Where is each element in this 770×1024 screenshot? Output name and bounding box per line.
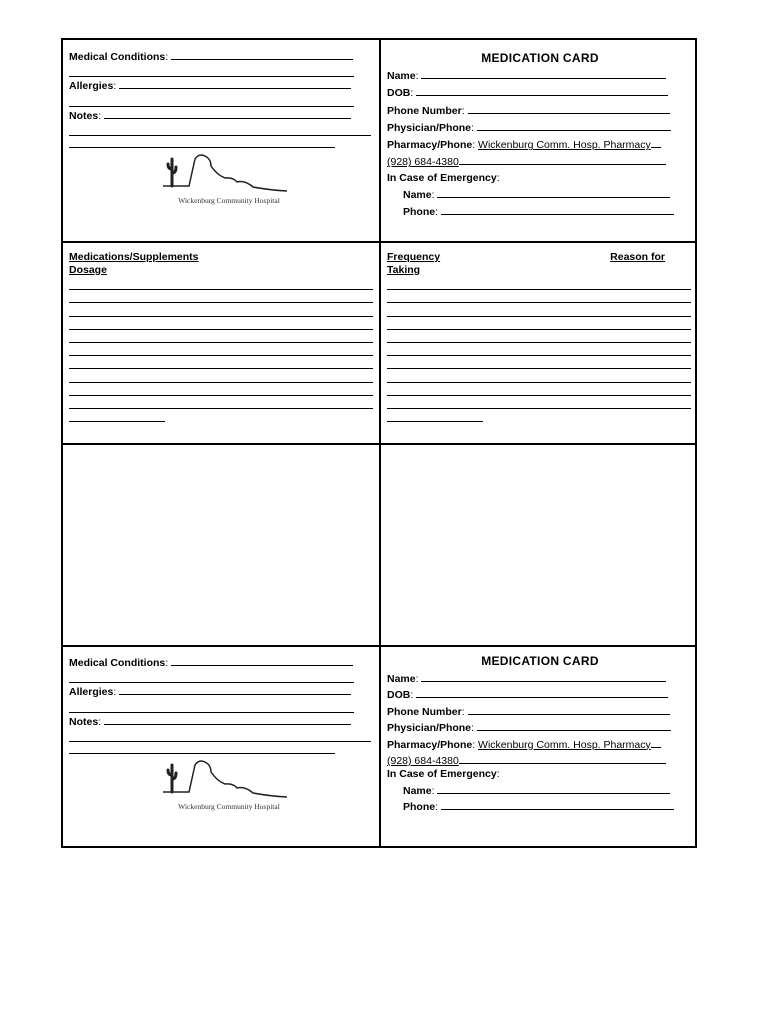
- hospital-logo: [159, 153, 299, 207]
- notes-label: Notes: [69, 715, 99, 728]
- emergency-name-field[interactable]: [437, 186, 670, 198]
- medication-card-top: MEDICATION CARD Name: DOB: Phone Number: Physician/Phone: Pharmacy/Phone: Wickenburg Comm. Hosp. Pharmacy (928) 684-4380 In Case of Emergency: Name: Phone:: [387, 48, 693, 221]
- medical-conditions-field[interactable]: [171, 48, 353, 60]
- card-title: MEDICATION CARD: [481, 654, 599, 668]
- notes-label: Notes: [69, 109, 99, 122]
- emergency-phone-label: Phone: [403, 801, 436, 814]
- frequency-list-card: [387, 251, 693, 422]
- pharmacy-underline-tail: [651, 136, 661, 148]
- frequency-header: Frequency: [387, 251, 441, 263]
- medications-list-card: [69, 251, 373, 422]
- allergies-field[interactable]: [119, 77, 351, 89]
- medical-conditions-label: Medical Conditions: [69, 657, 166, 669]
- row-divider-3: [63, 645, 695, 647]
- cactus-mountain-icon: [159, 759, 299, 801]
- medical-conditions-line[interactable]: [69, 65, 354, 77]
- emergency-phone-field[interactable]: [441, 203, 674, 215]
- notes-line-1[interactable]: [69, 124, 371, 136]
- pharmacy-value: Wickenburg Comm. Hosp. Pharmacy: [478, 139, 651, 152]
- medication-card-bottom: MEDICATION CARD Name: DOB: Phone Number: Physician/Phone: Pharmacy/Phone: Wickenburg Comm. Hosp. Pharmacy (928) 684-4380 In Case of Emergency: Name: Phone:: [387, 651, 693, 815]
- logo-text: Wickenburg Community Hospital: [178, 801, 280, 811]
- emergency-name-field[interactable]: [437, 782, 670, 794]
- phone-number-label: Phone Number: [387, 104, 462, 117]
- row-divider-2: [63, 443, 695, 445]
- emergency-label: In Case of Emergency: [387, 171, 497, 184]
- allergies-label: Allergies: [69, 686, 114, 699]
- dob-label: DOB: [387, 689, 411, 702]
- physician-label: Physician/Phone: [387, 722, 472, 735]
- phone-number-field[interactable]: [468, 703, 670, 715]
- notes-field[interactable]: [104, 107, 351, 119]
- dosage-header: Dosage: [69, 264, 107, 276]
- name-label: Name: [387, 673, 416, 685]
- dob-label: DOB: [387, 87, 411, 100]
- allergies-line[interactable]: [69, 701, 354, 713]
- dob-field[interactable]: [416, 84, 668, 96]
- notes-field[interactable]: [104, 713, 351, 725]
- medical-conditions-field[interactable]: [171, 654, 353, 666]
- pharmacy-phone: (928) 684-4380: [387, 156, 459, 169]
- pharmacy-phone: (928) 684-4380: [387, 755, 459, 768]
- name-field[interactable]: [421, 67, 666, 79]
- pharmacy-underline-tail: [651, 736, 661, 748]
- emergency-phone-label: Phone: [403, 206, 436, 219]
- notes-line-1[interactable]: [69, 730, 371, 742]
- notes-line-2[interactable]: [69, 136, 335, 148]
- phone-number-label: Phone Number: [387, 705, 462, 718]
- cactus-mountain-icon: [159, 153, 299, 195]
- physician-field[interactable]: [477, 119, 671, 131]
- dob-field[interactable]: [416, 686, 668, 698]
- medical-conditions-label: Medical Conditions: [69, 51, 166, 63]
- logo-text: Wickenburg Community Hospital: [178, 195, 280, 205]
- card-title: MEDICATION CARD: [481, 51, 599, 65]
- pharmacy-phone-line: [459, 153, 666, 165]
- reason-header: Reason for: [610, 251, 665, 263]
- medications-header: Medications/Supplements: [69, 251, 199, 263]
- emergency-name-label: Name: [403, 189, 432, 202]
- info-card-top: Medical Conditions: Allergies: Notes: Wickenburg Community Hospital: [69, 48, 373, 207]
- name-field[interactable]: [421, 670, 666, 682]
- pharmacy-label: Pharmacy/Phone: [387, 139, 473, 152]
- info-card-bottom: Medical Conditions: Allergies: Notes: Wickenburg Community Hospital: [69, 654, 373, 813]
- taking-header: Taking: [387, 264, 421, 276]
- row-divider-1: [63, 241, 695, 243]
- allergies-label: Allergies: [69, 80, 114, 93]
- medical-conditions-line[interactable]: [69, 671, 354, 683]
- medication-lines[interactable]: [69, 277, 373, 422]
- notes-line-2[interactable]: [69, 742, 335, 754]
- emergency-name-label: Name: [403, 784, 432, 797]
- allergies-field[interactable]: [119, 683, 351, 695]
- physician-field[interactable]: [477, 719, 671, 731]
- emergency-phone-field[interactable]: [441, 798, 674, 810]
- emergency-label: In Case of Emergency: [387, 768, 497, 781]
- hospital-logo: [159, 759, 299, 813]
- frequency-lines[interactable]: [387, 277, 693, 422]
- pharmacy-label: Pharmacy/Phone: [387, 738, 473, 751]
- phone-number-field[interactable]: [468, 102, 670, 114]
- allergies-line[interactable]: [69, 95, 354, 107]
- physician-label: Physician/Phone: [387, 121, 472, 134]
- name-label: Name: [387, 70, 416, 82]
- pharmacy-phone-line: [459, 752, 666, 764]
- medication-card-sheet: [61, 38, 697, 848]
- pharmacy-value: Wickenburg Comm. Hosp. Pharmacy: [478, 738, 651, 751]
